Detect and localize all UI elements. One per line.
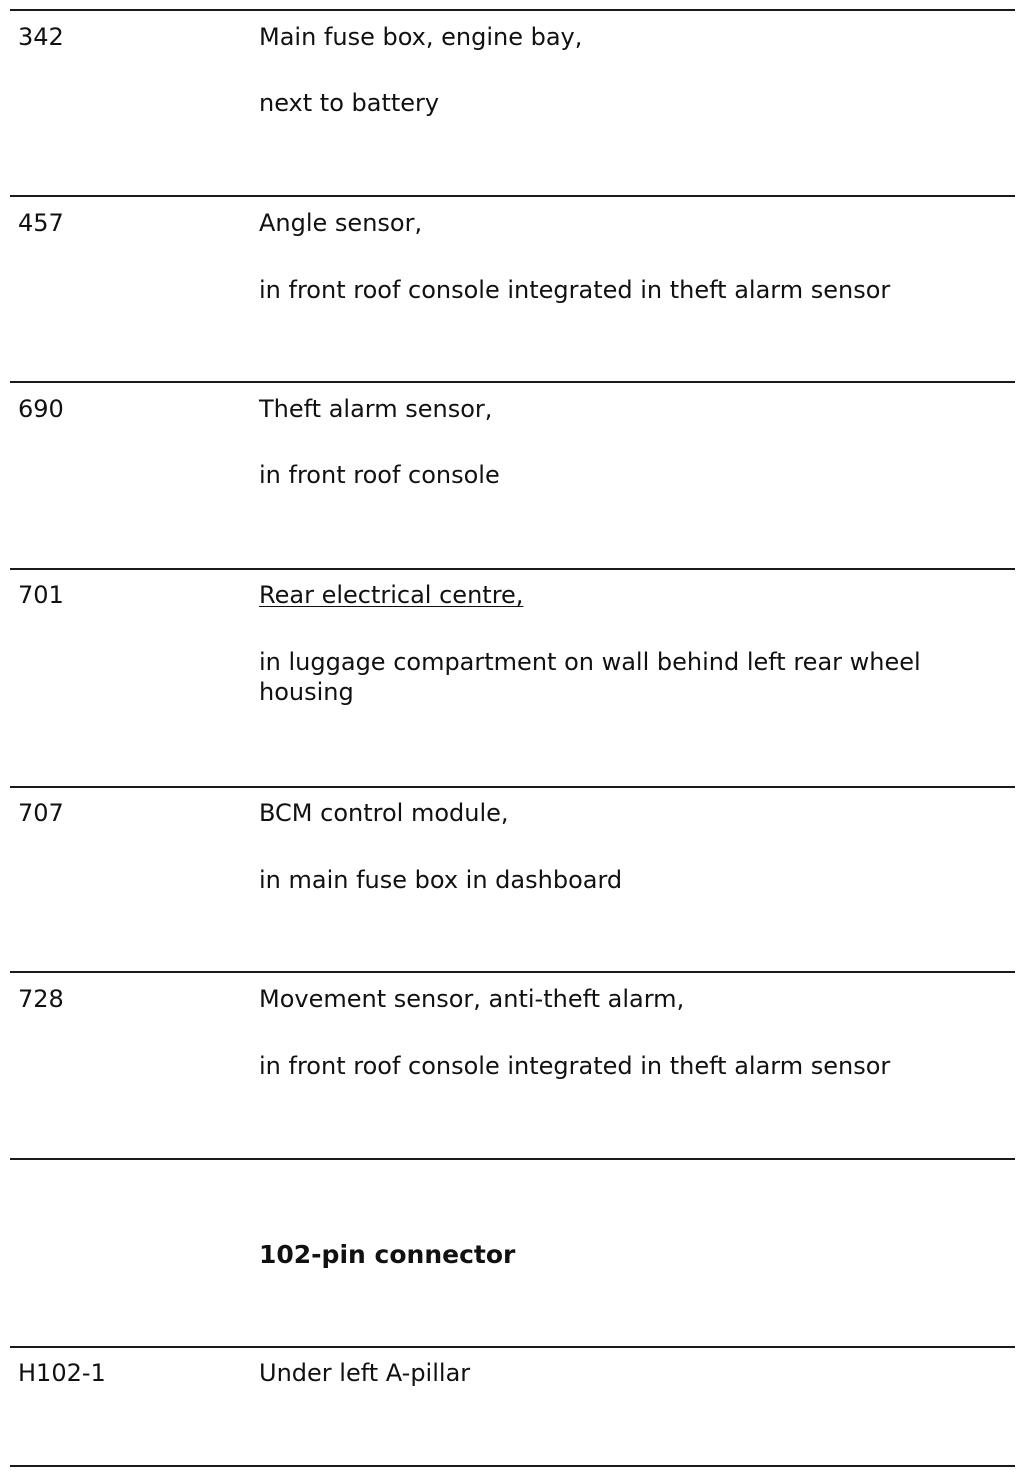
component-location: in main fuse box in dashboard <box>259 866 623 894</box>
component-name: Main fuse box, engine bay, <box>259 23 583 51</box>
table-divider <box>10 1346 1015 1348</box>
component-location: in front roof console integrated in theft alarm sensor <box>259 1052 891 1080</box>
connector-section-heading: 102-pin connector <box>259 1240 516 1269</box>
table-divider <box>10 568 1015 570</box>
component-name: Rear electrical centre, <box>259 581 524 609</box>
table-divider <box>10 1465 1015 1467</box>
component-name: BCM control module, <box>259 799 509 827</box>
connector-location: Under left A-pillar <box>259 1359 471 1387</box>
component-code: 690 <box>18 395 64 423</box>
component-code: 701 <box>18 581 64 609</box>
table-divider <box>10 195 1015 197</box>
component-name: Theft alarm sensor, <box>259 395 493 423</box>
component-name: Angle sensor, <box>259 209 423 237</box>
table-divider <box>10 786 1015 788</box>
table-divider <box>10 971 1015 973</box>
component-name: Movement sensor, anti-theft alarm, <box>259 985 685 1013</box>
component-code: 457 <box>18 209 64 237</box>
component-location: in front roof console integrated in theft alarm sensor <box>259 276 891 304</box>
component-location: in front roof console <box>259 461 500 489</box>
component-location: next to battery <box>259 89 440 117</box>
component-code: 728 <box>18 985 64 1013</box>
table-divider <box>10 381 1015 383</box>
component-code: 707 <box>18 799 64 827</box>
connector-code: H102-1 <box>18 1359 106 1387</box>
component-code: 342 <box>18 23 64 51</box>
table-divider <box>10 9 1015 11</box>
component-location: in luggage compartment on wall behind left rear wheel housing <box>259 648 921 706</box>
table-divider <box>10 1158 1015 1160</box>
